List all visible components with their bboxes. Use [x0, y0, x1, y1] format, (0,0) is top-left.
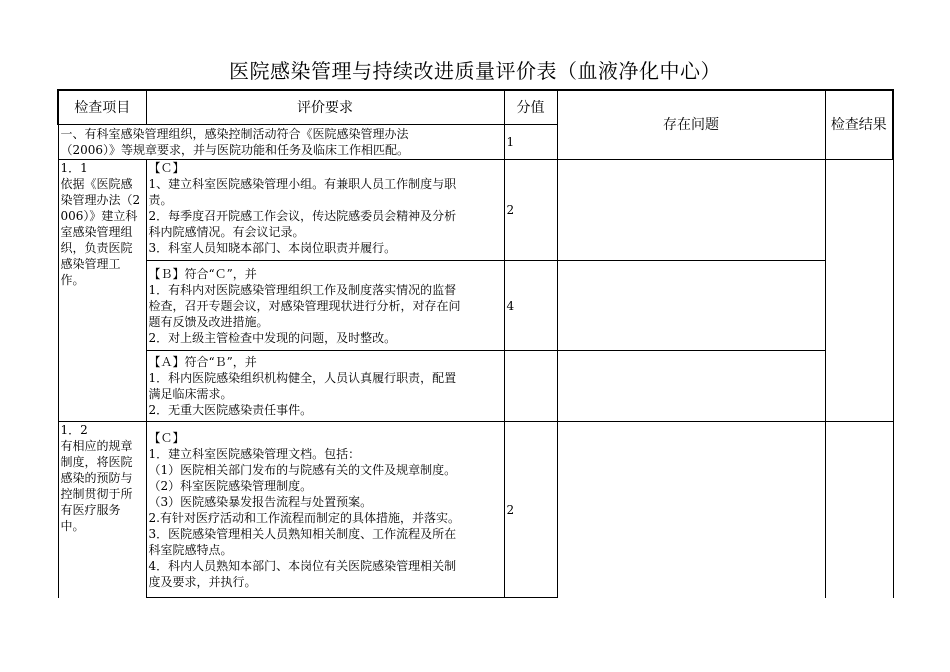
req-line: 【Ｃ】 [148, 161, 185, 175]
req-line: 2．无重大医院感染责任事件。 [148, 403, 313, 417]
section-heading [58, 125, 504, 160]
req-line: 1、建立科室医院感染管理小组。有兼职人员工作制度与职 [148, 177, 457, 191]
req-line: 4．科内人员熟知本部门、本岗位有关医院感染管理相关制 [148, 558, 457, 573]
header-item: 检查项目 [58, 90, 146, 125]
req-line: 1．科内医院感染组织机构健全，人员认真履行职责，配置 [148, 371, 457, 385]
evaluation-table [57, 89, 894, 598]
req-line: 责。 [148, 193, 173, 207]
item-1-problem-cell [557, 160, 825, 261]
req-line: 【Ｃ】 [148, 430, 185, 445]
req-line: 科室院感特点。 [148, 542, 233, 557]
req-line: 1．建立科室医院感染管理文档。包括： [148, 446, 361, 461]
section-line: 一、有科室感染管理组织，感染控制活动符合《医院感染管理办法 [60, 127, 409, 141]
item-1-label: 1．1 依据《医院感染管理办法（2006）》建立科室感染管理组织，负责医院感染管理工作。 [58, 160, 146, 422]
item-1-problem-cell [557, 351, 825, 422]
item-2-label: 1．2 有相应的规章制度，将医院感染的预防与控制贯彻于所有医疗服务中。 [58, 422, 146, 598]
page-title: 医院感染管理与持续改进质量评价表（血液净化中心） [229, 59, 721, 83]
item-2-score-c: 2 [504, 422, 557, 598]
req-line: 3．科室人员知晓本部门、本岗位职责并履行。 [148, 241, 397, 255]
req-line: 检查，召开专题会议，对感染管理现状进行分析，对存在问 [148, 298, 461, 313]
req-line: 题有反馈及改进措施。 [148, 314, 269, 329]
req-line: 2．每季度召开院感工作会议，传达院感委员会精神及分析 [148, 209, 457, 223]
item-1-score-c: 2 [504, 160, 557, 261]
req-line: 【Ｂ】符合“Ｃ”，并 [148, 266, 257, 281]
req-line: （3）医院感染暴发报告流程与处置预案。 [148, 494, 373, 509]
req-line: 2.有针对医疗活动和工作流程而制定的具体措施，并落实。 [148, 510, 460, 525]
item-1-grade-a [146, 351, 504, 422]
header-problem: 存在问题 [557, 90, 825, 160]
req-line: 3．医院感染管理相关人员熟知相关制度、工作流程及所在 [148, 526, 457, 541]
item-1-score-a [504, 351, 557, 422]
req-line: 满足临床需求。 [148, 387, 233, 401]
item-1-grade-b [146, 261, 504, 351]
item-2-result-cell [825, 422, 893, 598]
item-1-result-cell [825, 160, 893, 422]
item-2-problem-cell [557, 422, 825, 598]
item-2-grade-c [146, 422, 504, 598]
req-line: 【Ａ】符合“Ｂ”，并 [148, 355, 257, 369]
req-line: （2）科室医院感染管理制度。 [148, 478, 313, 493]
section-score: 1 [504, 125, 557, 160]
item-1-problem-cell [557, 261, 825, 351]
req-line: 度及要求，并执行。 [148, 574, 257, 589]
header-result: 检查结果 [825, 90, 893, 160]
req-line: 1．有科内对医院感染管理组织工作及制度落实情况的监督 [148, 282, 457, 297]
header-score: 分值 [504, 90, 557, 125]
req-line: （1）医院相关部门发布的与院感有关的文件及规章制度。 [148, 462, 457, 477]
section-line: （2006）》等规章要求，并与医院功能和任务及临床工作相匹配。 [60, 143, 410, 157]
header-requirement: 评价要求 [146, 90, 504, 125]
item-1-grade-c [146, 160, 504, 261]
req-line: 2．对上级主管检查中发现的问题，及时整改。 [148, 330, 397, 345]
req-line: 科内院感情况。有会议记录。 [148, 225, 305, 239]
item-1-score-b: 4 [504, 261, 557, 351]
